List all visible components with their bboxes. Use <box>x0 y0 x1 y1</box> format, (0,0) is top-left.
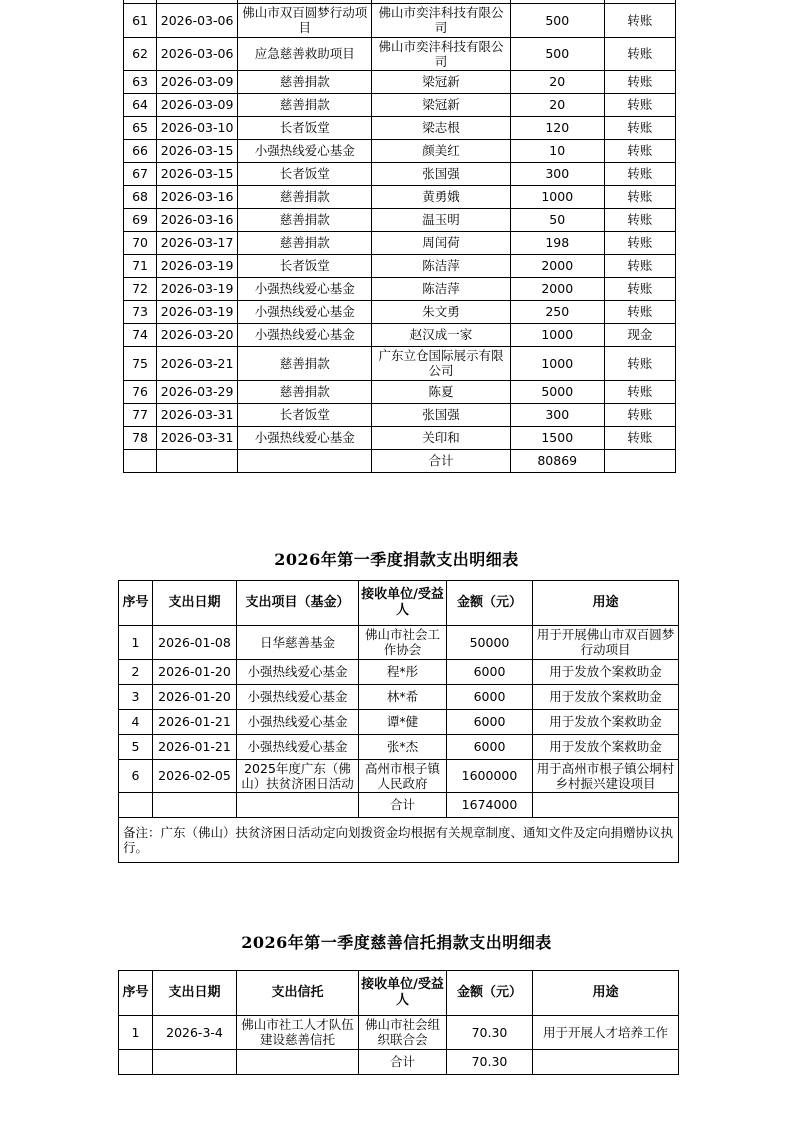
cell-no: 67 <box>124 163 157 186</box>
trust-expenses-table-head <box>119 971 679 1016</box>
total-amount: 1674000 <box>447 793 533 818</box>
cell-method: 转账 <box>604 94 675 117</box>
total-amount: 80869 <box>510 449 604 472</box>
cell-no: 4 <box>119 709 153 734</box>
cell-amount: 6000 <box>447 659 533 684</box>
cell-project: 慈善捐款 <box>238 71 372 94</box>
cell-donor: 佛山市奕沣科技有限公司 <box>372 37 510 71</box>
cell-method: 转账 <box>604 71 675 94</box>
cell-use <box>533 1049 679 1074</box>
cell-date: 2026-02-05 <box>153 759 237 793</box>
table-row <box>124 232 676 255</box>
table-total-row <box>119 793 679 818</box>
cell-donor: 陈洁萍 <box>372 255 510 278</box>
cell-date: 2026-03-06 <box>157 37 238 71</box>
cell-donor: 梁冠新 <box>372 71 510 94</box>
expenses-table-body <box>119 626 679 863</box>
column-header-amount: 金额（元） <box>447 581 533 626</box>
cell-method: 转账 <box>604 140 675 163</box>
cell-project: 长者饭堂 <box>238 255 372 278</box>
cell-no: 1 <box>119 1016 153 1050</box>
cell-use: 用于开展佛山市双百圆梦行动项目 <box>533 626 679 660</box>
trust-expenses-table-title: 2026年第一季度慈善信托捐款支出明细表 <box>241 933 552 952</box>
cell-recipient: 高州市根子镇人民政府 <box>359 759 447 793</box>
donations-continued-body <box>124 0 676 472</box>
cell-method: 转账 <box>604 163 675 186</box>
cell-method: 转账 <box>604 255 675 278</box>
cell-amount: 6000 <box>447 734 533 759</box>
cell-no <box>119 1049 153 1074</box>
cell-project: 慈善捐款 <box>238 347 372 381</box>
cell-project: 小强热线爱心基金 <box>238 278 372 301</box>
cell-amount: 6000 <box>447 709 533 734</box>
cell-amount: 20 <box>510 94 604 117</box>
table-row <box>124 403 676 426</box>
cell-no: 70 <box>124 232 157 255</box>
column-header-amount: 金额（元） <box>447 971 533 1016</box>
cell-method: 转账 <box>604 117 675 140</box>
column-header-no: 序号 <box>119 971 153 1016</box>
cell-date: 2026-03-16 <box>157 209 238 232</box>
table-header-row <box>119 581 679 626</box>
table-row <box>124 324 676 347</box>
cell-no: 66 <box>124 140 157 163</box>
cell-item: 小强热线爱心基金 <box>237 684 359 709</box>
cell-donor: 梁冠新 <box>372 94 510 117</box>
cell-use: 用于发放个案救助金 <box>533 709 679 734</box>
cell-date <box>153 793 237 818</box>
cell-method: 转账 <box>604 426 675 449</box>
total-label: 合计 <box>359 793 447 818</box>
table-row <box>119 734 679 759</box>
cell-amount: 5000 <box>510 380 604 403</box>
cell-no: 72 <box>124 278 157 301</box>
cell-no <box>124 449 157 472</box>
cell-amount: 250 <box>510 301 604 324</box>
table-row <box>124 4 676 38</box>
table-row <box>119 709 679 734</box>
cell-method: 现金 <box>604 324 675 347</box>
cell-no: 78 <box>124 426 157 449</box>
cell-date: 2026-03-09 <box>157 71 238 94</box>
column-header-no: 序号 <box>119 581 153 626</box>
cell-donor: 黄勇娥 <box>372 186 510 209</box>
table-row <box>124 37 676 71</box>
cell-donor: 陈洁萍 <box>372 278 510 301</box>
cell-donor: 张国强 <box>372 163 510 186</box>
cell-date: 2026-3-4 <box>153 1016 237 1050</box>
cell-amount: 20 <box>510 71 604 94</box>
cell-date: 2026-03-15 <box>157 140 238 163</box>
cell-method: 转账 <box>604 380 675 403</box>
cell-donor: 陈夏 <box>372 380 510 403</box>
cell-no: 71 <box>124 255 157 278</box>
cell-date: 2026-03-19 <box>157 278 238 301</box>
cell-date: 2026-03-06 <box>157 4 238 38</box>
cell-no: 68 <box>124 186 157 209</box>
cell-method: 转账 <box>604 232 675 255</box>
table-row <box>124 94 676 117</box>
expenses-table <box>118 580 679 863</box>
cell-amount: 500 <box>510 37 604 71</box>
table-row <box>124 71 676 94</box>
cell-amount: 1600000 <box>447 759 533 793</box>
column-header-date: 支出日期 <box>153 581 237 626</box>
total-amount: 70.30 <box>447 1049 533 1074</box>
cell-project: 小强热线爱心基金 <box>238 324 372 347</box>
cell-project: 应急慈善救助项目 <box>238 37 372 71</box>
cell-no: 69 <box>124 209 157 232</box>
cell-project: 佛山市双百圆梦行动项目 <box>238 4 372 38</box>
cell-donor: 颜美红 <box>372 140 510 163</box>
table-row <box>124 117 676 140</box>
cell-donor: 广东立仓国际展示有限公司 <box>372 347 510 381</box>
cell-trust <box>237 1049 359 1074</box>
cell-method: 转账 <box>604 186 675 209</box>
cell-no: 65 <box>124 117 157 140</box>
cell-method: 转账 <box>604 278 675 301</box>
table-header-row <box>119 971 679 1016</box>
cell-amount: 1000 <box>510 324 604 347</box>
cell-no: 61 <box>124 4 157 38</box>
cell-no: 76 <box>124 380 157 403</box>
cell-no: 64 <box>124 94 157 117</box>
cell-method: 转账 <box>604 301 675 324</box>
table-row <box>124 301 676 324</box>
donations-continued-table <box>123 0 676 473</box>
table-row <box>124 347 676 381</box>
cell-amount: 1000 <box>510 347 604 381</box>
cell-project <box>238 449 372 472</box>
cell-no: 2 <box>119 659 153 684</box>
cell-no: 77 <box>124 403 157 426</box>
cell-amount: 300 <box>510 403 604 426</box>
cell-method: 转账 <box>604 4 675 38</box>
cell-amount: 300 <box>510 163 604 186</box>
cell-project: 长者饭堂 <box>238 403 372 426</box>
table-total-row <box>124 449 676 472</box>
cell-date: 2026-03-09 <box>157 94 238 117</box>
cell-method: 转账 <box>604 37 675 71</box>
cell-method: 转账 <box>604 403 675 426</box>
cell-amount: 6000 <box>447 684 533 709</box>
cell-amount: 500 <box>510 4 604 38</box>
cell-project: 小强热线爱心基金 <box>238 301 372 324</box>
cell-item: 小强热线爱心基金 <box>237 709 359 734</box>
column-header-recipient: 接收单位/受益人 <box>359 581 447 626</box>
cell-date: 2026-01-08 <box>153 626 237 660</box>
trust-expenses-table-body <box>119 1016 679 1075</box>
cell-donor: 周闰荷 <box>372 232 510 255</box>
cell-date: 2026-03-19 <box>157 301 238 324</box>
cell-amount: 1000 <box>510 186 604 209</box>
cell-no: 5 <box>119 734 153 759</box>
cell-date: 2026-03-31 <box>157 403 238 426</box>
cell-no: 3 <box>119 684 153 709</box>
cell-amount: 70.30 <box>447 1016 533 1050</box>
cell-project: 慈善捐款 <box>238 232 372 255</box>
expenses-table-note: 备注：广东（佛山）扶贫济困日活动定向划拨资金均根据有关规章制度、通知文件及定向捐赠协议执行。 <box>119 818 679 863</box>
cell-project: 小强热线爱心基金 <box>238 426 372 449</box>
cell-recipient: 谭*健 <box>359 709 447 734</box>
cell-project: 慈善捐款 <box>238 380 372 403</box>
cell-use: 用于发放个案救助金 <box>533 734 679 759</box>
cell-amount: 2000 <box>510 255 604 278</box>
cell-donor: 温玉明 <box>372 209 510 232</box>
cell-date: 2026-03-19 <box>157 255 238 278</box>
cell-recipient: 林*希 <box>359 684 447 709</box>
expenses-table-head <box>119 581 679 626</box>
cell-project: 长者饭堂 <box>238 117 372 140</box>
column-header-item: 支出项目（基金） <box>237 581 359 626</box>
cell-donor: 赵汉成一家 <box>372 324 510 347</box>
table-row <box>119 626 679 660</box>
cell-recipient: 佛山市社会工作协会 <box>359 626 447 660</box>
cell-use: 用于发放个案救助金 <box>533 684 679 709</box>
cell-amount: 120 <box>510 117 604 140</box>
table-row <box>119 759 679 793</box>
cell-date: 2026-03-15 <box>157 163 238 186</box>
cell-date: 2026-03-20 <box>157 324 238 347</box>
cell-item: 2025年度广东（佛山）扶贫济困日活动 <box>237 759 359 793</box>
table-row <box>124 186 676 209</box>
column-header-use: 用途 <box>533 581 679 626</box>
cell-date: 2026-03-29 <box>157 380 238 403</box>
cell-no: 1 <box>119 626 153 660</box>
cell-date: 2026-03-10 <box>157 117 238 140</box>
table-row <box>124 140 676 163</box>
cell-donor: 朱文勇 <box>372 301 510 324</box>
cell-item: 日华慈善基金 <box>237 626 359 660</box>
cell-amount: 10 <box>510 140 604 163</box>
total-label: 合计 <box>359 1049 447 1074</box>
cell-date: 2026-01-21 <box>153 709 237 734</box>
cell-recipient: 张*杰 <box>359 734 447 759</box>
cell-amount: 198 <box>510 232 604 255</box>
cell-no: 75 <box>124 347 157 381</box>
cell-no: 73 <box>124 301 157 324</box>
table-row <box>119 1016 679 1050</box>
table-row <box>124 163 676 186</box>
cell-date <box>153 1049 237 1074</box>
cell-recipient: 佛山市社会组织联合会 <box>359 1016 447 1050</box>
cell-item: 小强热线爱心基金 <box>237 734 359 759</box>
cell-no: 74 <box>124 324 157 347</box>
cell-donor: 张国强 <box>372 403 510 426</box>
table-total-row <box>119 1049 679 1074</box>
cell-no <box>119 793 153 818</box>
cell-no: 6 <box>119 759 153 793</box>
cell-use: 用于发放个案救助金 <box>533 659 679 684</box>
cell-donor: 梁志根 <box>372 117 510 140</box>
cell-amount: 50 <box>510 209 604 232</box>
cell-donor: 关印和 <box>372 426 510 449</box>
cell-project: 慈善捐款 <box>238 94 372 117</box>
cell-method: 转账 <box>604 347 675 381</box>
cell-recipient: 程*彤 <box>359 659 447 684</box>
cell-method <box>604 449 675 472</box>
cell-project: 长者饭堂 <box>238 163 372 186</box>
table-row <box>119 659 679 684</box>
cell-no: 62 <box>124 37 157 71</box>
cell-use: 用于高州市根子镇公垌村乡村振兴建设项目 <box>533 759 679 793</box>
cell-amount: 2000 <box>510 278 604 301</box>
cell-method: 转账 <box>604 209 675 232</box>
total-label: 合计 <box>372 449 510 472</box>
cell-use: 用于开展人才培养工作 <box>533 1016 679 1050</box>
cell-item <box>237 793 359 818</box>
cell-date: 2026-03-16 <box>157 186 238 209</box>
table-row <box>124 426 676 449</box>
column-header-date: 支出日期 <box>153 971 237 1016</box>
table-row <box>119 684 679 709</box>
column-header-trust: 支出信托 <box>237 971 359 1016</box>
cell-amount: 50000 <box>447 626 533 660</box>
trust-expenses-table <box>118 970 679 1075</box>
cell-use <box>533 793 679 818</box>
table-row <box>124 278 676 301</box>
cell-project: 慈善捐款 <box>238 186 372 209</box>
expenses-table-title: 2026年第一季度捐款支出明细表 <box>274 550 519 569</box>
cell-date: 2026-03-17 <box>157 232 238 255</box>
cell-trust: 佛山市社工人才队伍建设慈善信托 <box>237 1016 359 1050</box>
cell-item: 小强热线爱心基金 <box>237 659 359 684</box>
cell-project: 慈善捐款 <box>238 209 372 232</box>
cell-donor: 佛山市奕沣科技有限公司 <box>372 4 510 38</box>
cell-amount: 1500 <box>510 426 604 449</box>
table-note-row <box>119 818 679 863</box>
column-header-recipient: 接收单位/受益人 <box>359 971 447 1016</box>
column-header-use: 用途 <box>533 971 679 1016</box>
table-row <box>124 209 676 232</box>
cell-date: 2026-01-20 <box>153 659 237 684</box>
cell-date <box>157 449 238 472</box>
table-row <box>124 255 676 278</box>
cell-date: 2026-01-20 <box>153 684 237 709</box>
table-row <box>124 380 676 403</box>
cell-date: 2026-03-21 <box>157 347 238 381</box>
cell-date: 2026-01-21 <box>153 734 237 759</box>
cell-no: 63 <box>124 71 157 94</box>
cell-project: 小强热线爱心基金 <box>238 140 372 163</box>
cell-date: 2026-03-31 <box>157 426 238 449</box>
